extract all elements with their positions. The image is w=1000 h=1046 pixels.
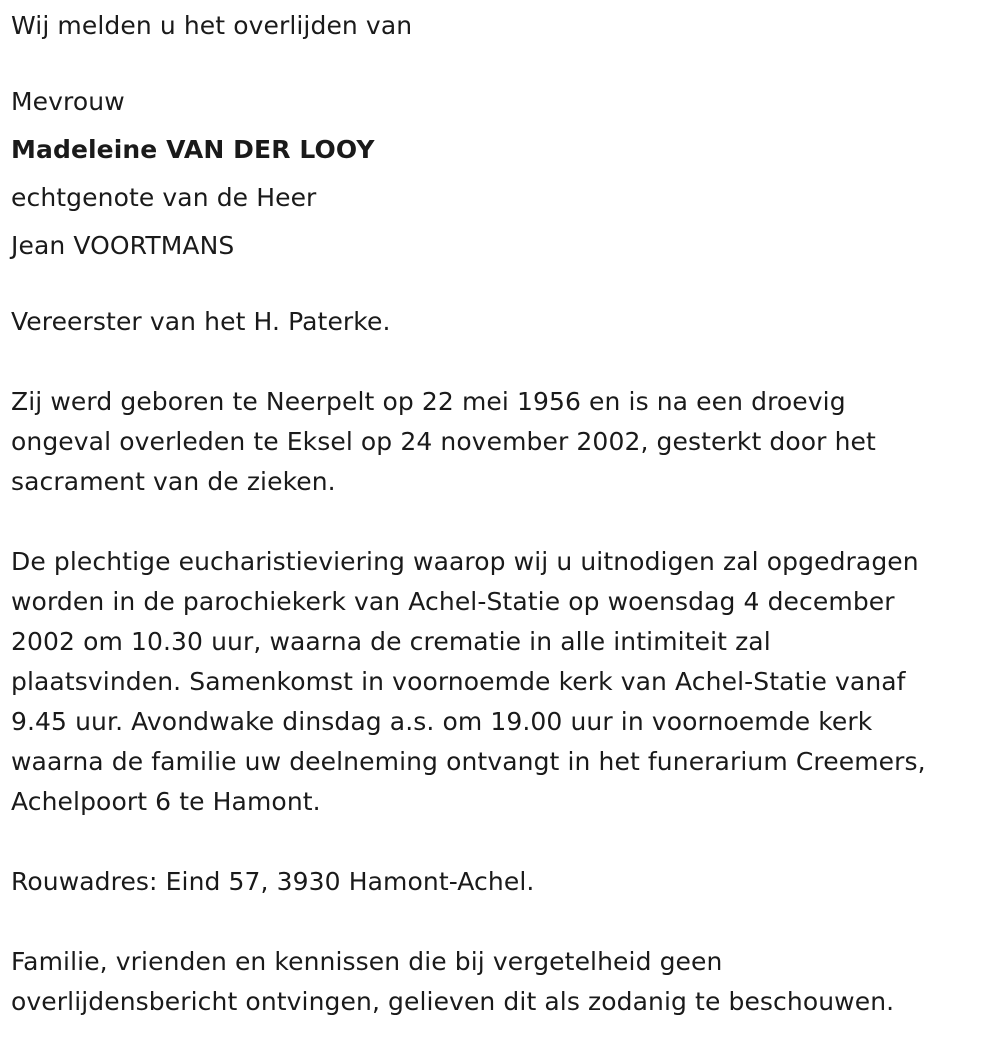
paragraph-line: 9.45 uur. Avondwake dinsdag a.s. om 19.00 uur in voornoemde kerk	[11, 707, 873, 736]
spouse-name: Jean VOORTMANS	[11, 231, 235, 260]
ceremony-paragraph	[11, 542, 991, 822]
paragraph-line: worden in de parochiekerk van Achel-Statie op woensdag 4 december	[11, 587, 895, 616]
deceased-block	[11, 78, 991, 270]
paragraph-line: 2002 om 10.30 uur, waarna de crematie in alle intimiteit zal	[11, 627, 771, 656]
paragraph-line: overlijdensbericht ontvingen, gelieven dit als zodanig te beschouwen.	[11, 987, 895, 1016]
paragraph-line: sacrament van de zieken.	[11, 467, 336, 496]
honor-section	[11, 302, 991, 342]
intro-section	[11, 6, 991, 46]
deceased-name: Madeleine VAN DER LOOY	[11, 135, 375, 164]
paragraph-line: ongeval overleden te Eksel op 24 november 2002, gesterkt door het	[11, 427, 876, 456]
paragraph-line: Familie, vrienden en kennissen die bij vergetelheid geen	[11, 947, 723, 976]
address-section	[11, 862, 991, 902]
paragraph-line: Achelpoort 6 te Hamont.	[11, 787, 321, 816]
paragraph-line: De plechtige eucharistieviering waarop wij u uitnodigen zal opgedragen	[11, 547, 919, 576]
spouse-line: echtgenote van de Heer	[11, 183, 317, 212]
obituary-notice	[11, 6, 991, 1022]
mourning-address: Rouwadres: Eind 57, 3930 Hamont-Achel.	[11, 867, 535, 896]
birth-death-paragraph	[11, 382, 991, 502]
paragraph-line: waarna de familie uw deelneming ontvangt in het funerarium Creemers,	[11, 747, 926, 776]
honor-text: Vereerster van het H. Paterke.	[11, 307, 391, 336]
paragraph-line: Zij werd geboren te Neerpelt op 22 mei 1956 en is na een droevig	[11, 387, 846, 416]
closing-paragraph	[11, 942, 991, 1022]
title-prefix: Mevrouw	[11, 87, 125, 116]
intro-text: Wij melden u het overlijden van	[11, 11, 413, 40]
paragraph-line: plaatsvinden. Samenkomst in voornoemde kerk van Achel-Statie vanaf	[11, 667, 906, 696]
